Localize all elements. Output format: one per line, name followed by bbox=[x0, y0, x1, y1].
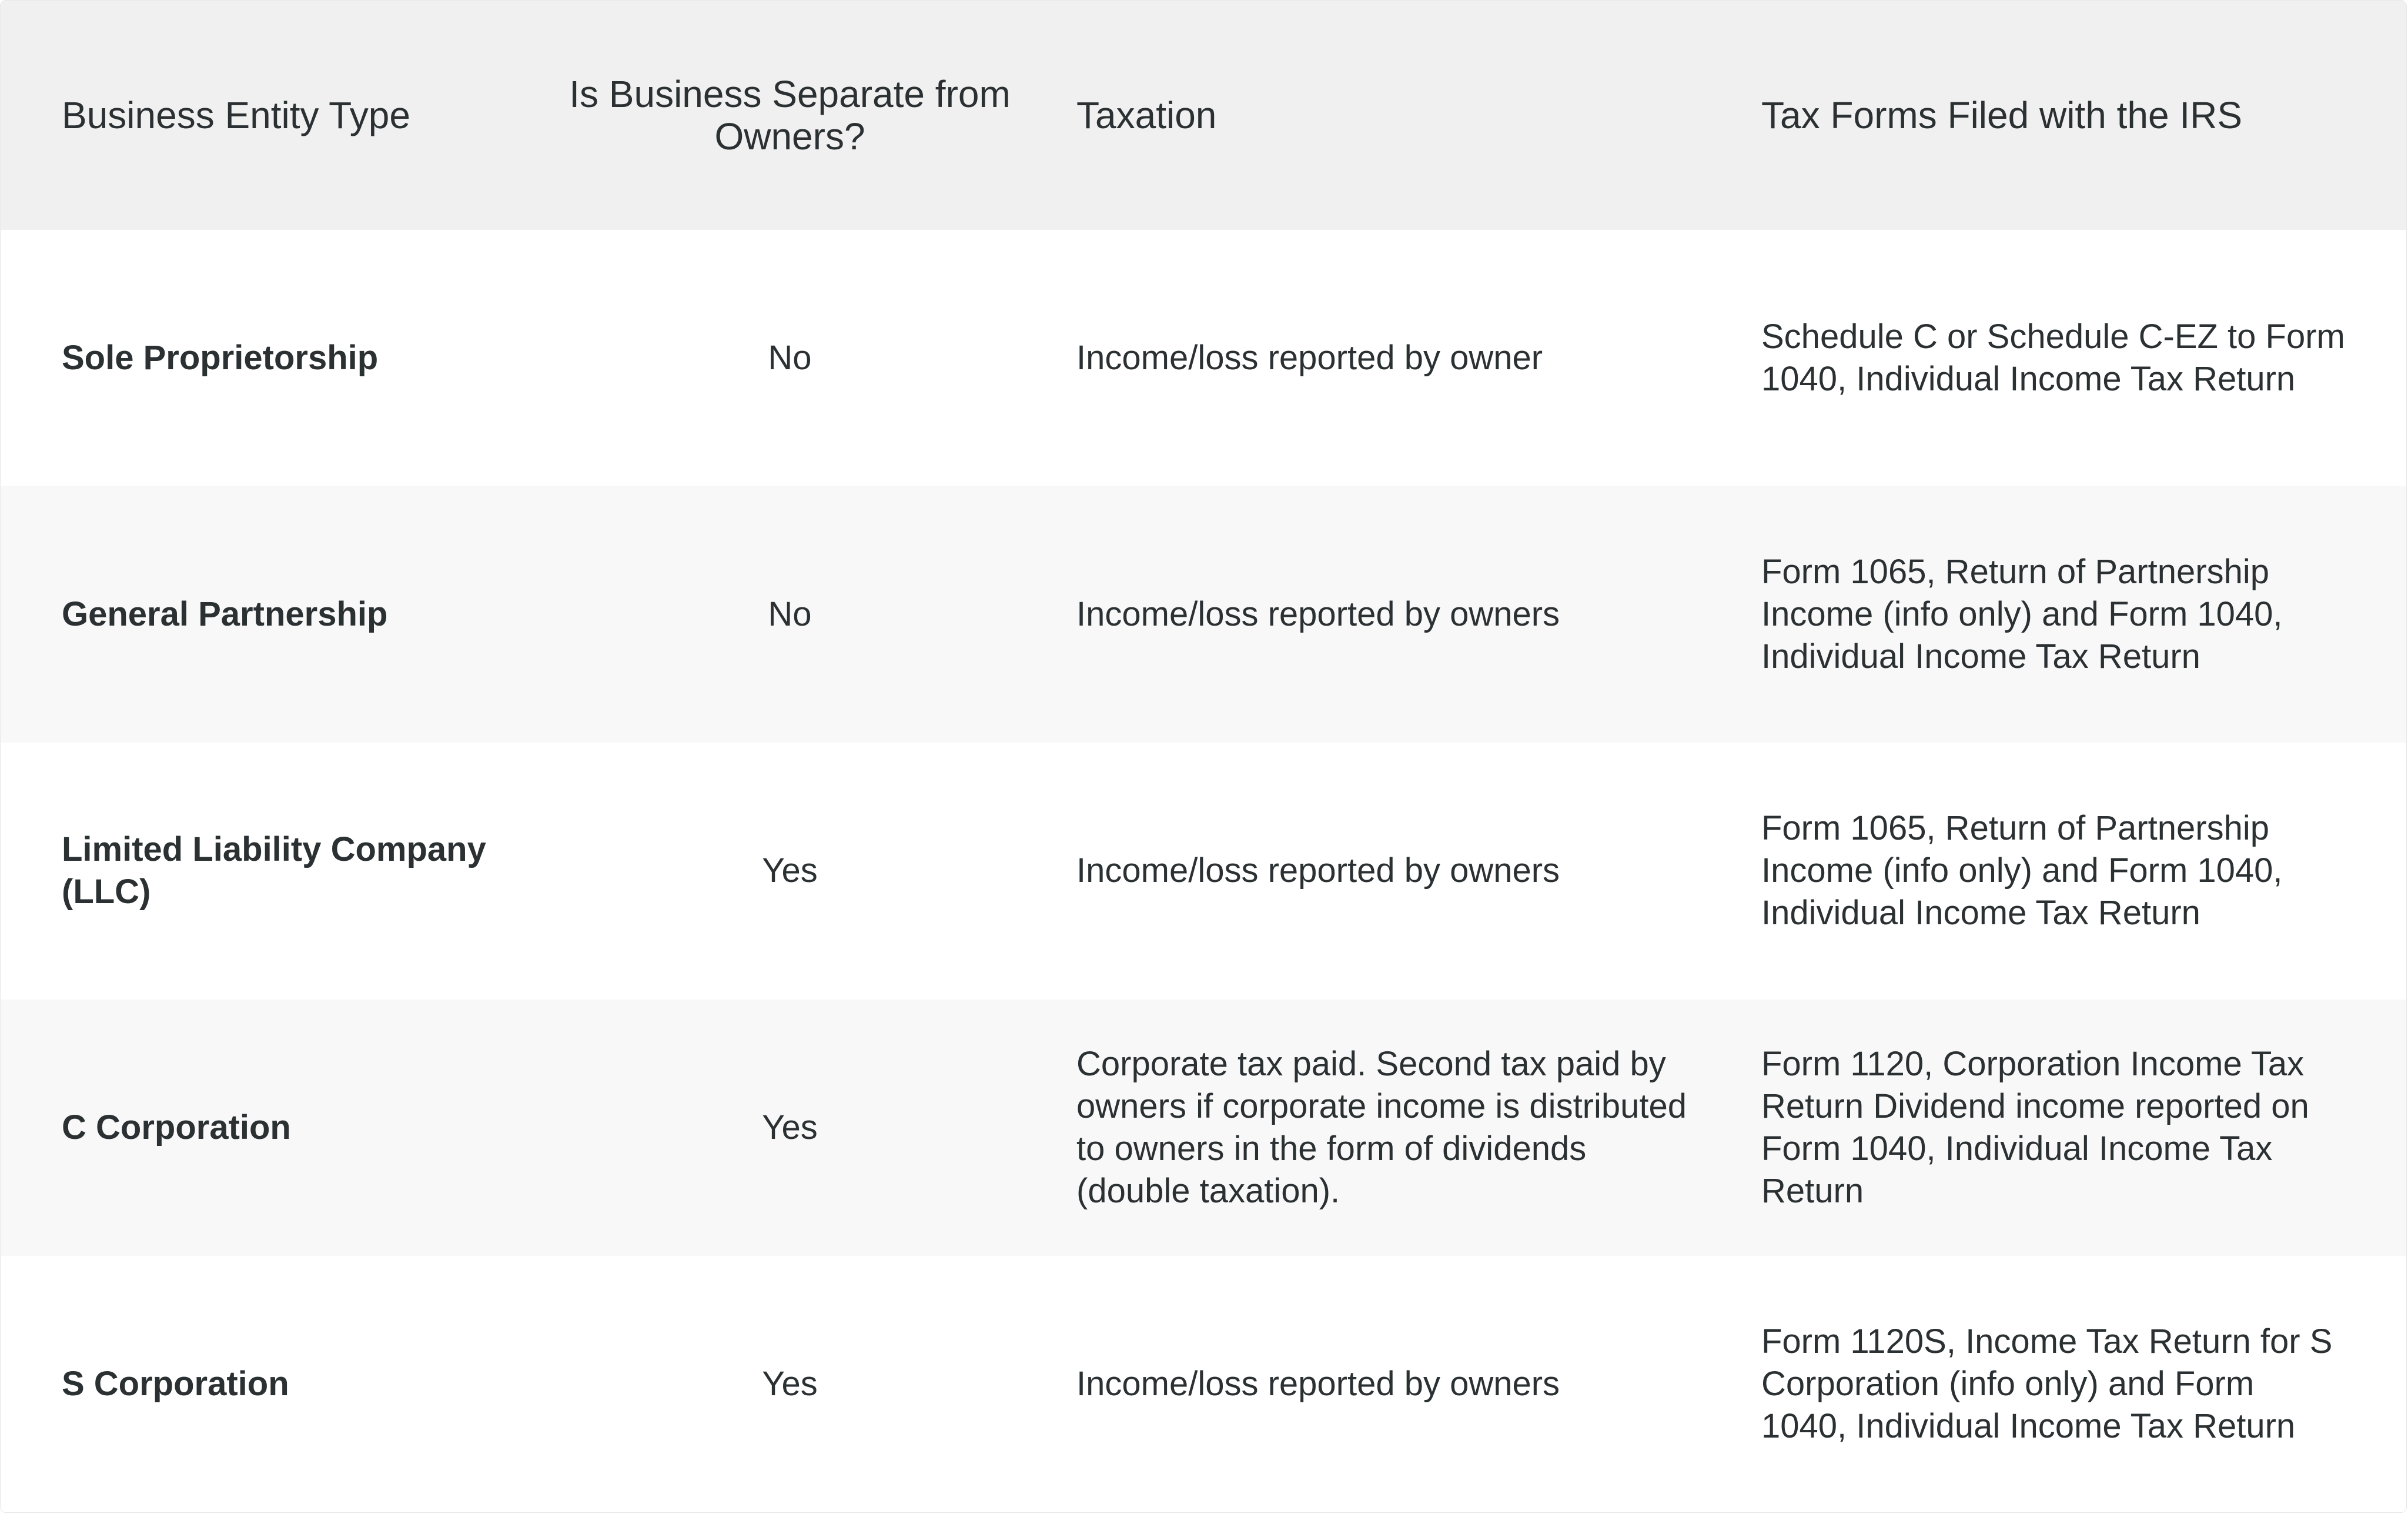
header-entity-type: Business Entity Type bbox=[62, 94, 410, 136]
table-row bbox=[1, 743, 2406, 999]
table-row bbox=[1, 230, 2406, 486]
entity-type-cell: Sole Proprietorship bbox=[62, 339, 379, 377]
table-header bbox=[1, 1, 2406, 230]
separate-cell: No bbox=[768, 339, 812, 377]
taxation-cell: Corporate tax paid. Second tax paid by owners if corporate income is distributed to owners in the form of dividends (double taxation). bbox=[1076, 1044, 1687, 1210]
table-row bbox=[1, 1000, 2406, 1256]
tax-forms-cell: Form 1120S, Income Tax Return for S Corporation (info only) and Form 1040, Individual Income Tax Return bbox=[1761, 1322, 2333, 1445]
entity-comparison-table bbox=[1, 1, 2406, 1512]
separate-cell: Yes bbox=[762, 1364, 818, 1403]
separate-cell: Yes bbox=[762, 1108, 818, 1147]
entity-type-cell: S Corporation bbox=[62, 1364, 289, 1403]
table-body bbox=[1, 230, 2406, 1512]
table-row bbox=[1, 486, 2406, 743]
taxation-cell: Income/loss reported by owners bbox=[1076, 851, 1560, 890]
tax-forms-cell: Form 1120, Corporation Income Tax Return Dividend income reported on Form 1040, Individual Income Tax Return bbox=[1761, 1044, 2309, 1210]
taxation-cell: Income/loss reported by owner bbox=[1076, 339, 1543, 377]
entity-type-cell: C Corporation bbox=[62, 1108, 291, 1147]
separate-cell: No bbox=[768, 595, 812, 634]
header-tax-forms: Tax Forms Filed with the IRS bbox=[1761, 94, 2242, 136]
tax-forms-cell: Form 1065, Return of Partnership Income (info only) and Form 1040, Individual Income Tax Return bbox=[1761, 809, 2283, 933]
separate-cell: Yes bbox=[762, 851, 818, 890]
header-taxation: Taxation bbox=[1076, 94, 1217, 136]
taxation-cell: Income/loss reported by owners bbox=[1076, 1364, 1560, 1403]
header-separate-from-owners: Is Business Separate from Owners? bbox=[569, 73, 1011, 158]
entity-type-cell: General Partnership bbox=[62, 595, 388, 634]
entity-type-cell: Limited Liability Company (LLC) bbox=[62, 830, 486, 911]
tax-forms-cell: Schedule C or Schedule C-EZ to Form 1040, Individual Income Tax Return bbox=[1761, 317, 2345, 399]
taxation-cell: Income/loss reported by owners bbox=[1076, 595, 1560, 634]
header-row bbox=[1, 1, 2406, 230]
table-row bbox=[1, 1256, 2406, 1512]
tax-forms-cell: Form 1065, Return of Partnership Income (info only) and Form 1040, Individual Income Tax Return bbox=[1761, 553, 2283, 676]
